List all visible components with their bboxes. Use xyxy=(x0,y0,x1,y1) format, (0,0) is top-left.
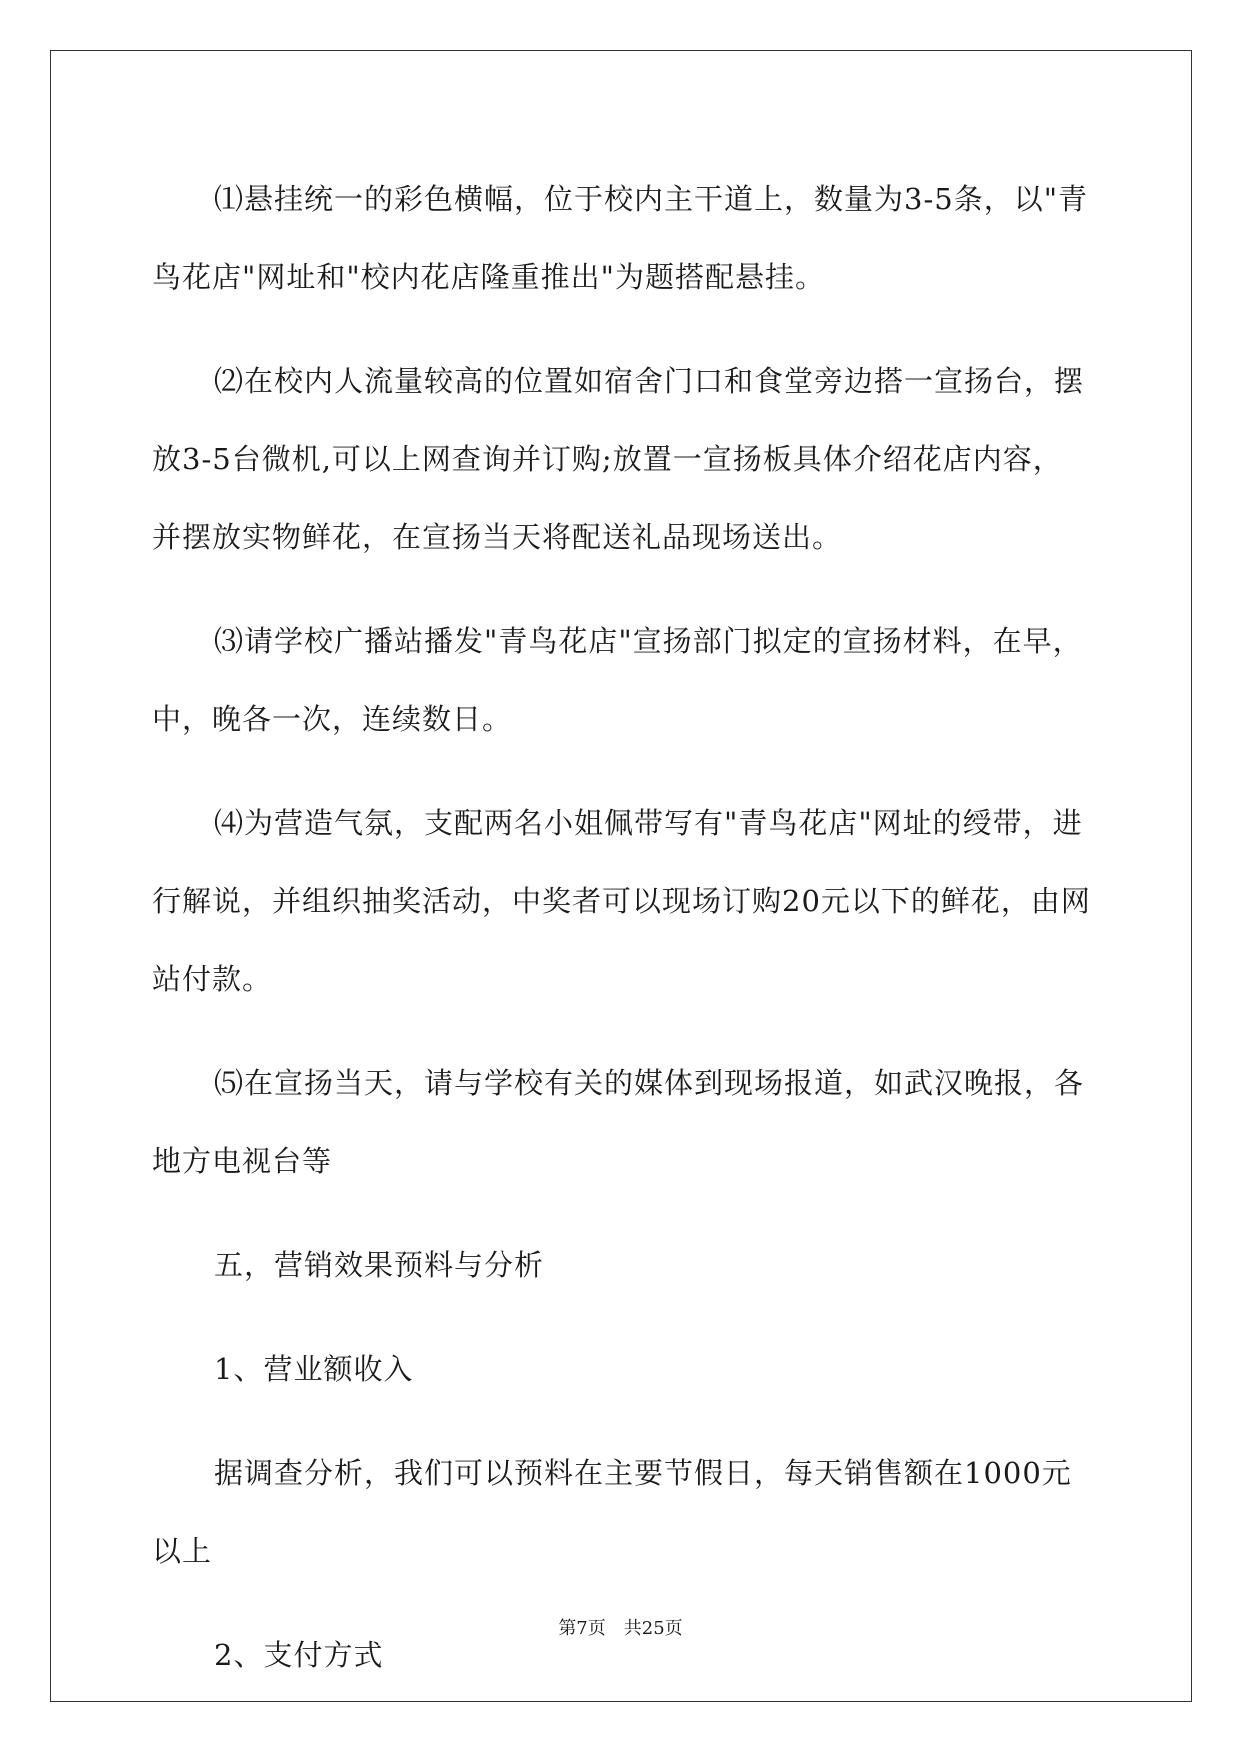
page-footer xyxy=(0,1614,1241,1640)
subheading-revenue: 1、营业额收入 xyxy=(214,1352,414,1386)
page-number: 第7页 xyxy=(558,1618,606,1639)
subheading-payment: 2、支付方式 xyxy=(214,1638,384,1672)
paragraph-hostess: ⑷为营造气氛，支配两名小姐佩带写有"青鸟花店"网址的绶带，进行解说，并组织抽奖活动，中奖者可以现场订购20元以下的鲜花，由网站付款。 xyxy=(152,806,1091,996)
paragraph-revenue: 据调查分析，我们可以预料在主要节假日，每天销售额在1000元以上 xyxy=(152,1456,1072,1568)
page-total: 共25页 xyxy=(623,1618,683,1639)
paragraph-banner: ⑴悬挂统一的彩色横幅，位于校内主干道上，数量为3-5条，以"青鸟花店"网址和"校内花店隆重推出"为题搭配悬挂。 xyxy=(152,182,1089,294)
paragraph-booth: ⑵在校内人流量较高的位置如宿舍门口和食堂旁边搭一宣扬台，摆放3-5台微机,可以上网查询并订购;放置一宣扬板具体介绍花店内容，并摆放实物鲜花，在宣扬当天将配送礼品现场送出。 xyxy=(152,364,1085,554)
section-heading: 五，营销效果预料与分析 xyxy=(214,1248,545,1282)
paragraph-broadcast: ⑶请学校广播站播发"青鸟花店"宣扬部门拟定的宣扬材料，在早，中，晚各一次，连续数日。 xyxy=(152,624,1083,736)
paragraph-media: ⑸在宣扬当天，请与学校有关的媒体到现场报道，如武汉晚报，各地方电视台等 xyxy=(152,1066,1085,1178)
document-body xyxy=(152,160,1092,1720)
